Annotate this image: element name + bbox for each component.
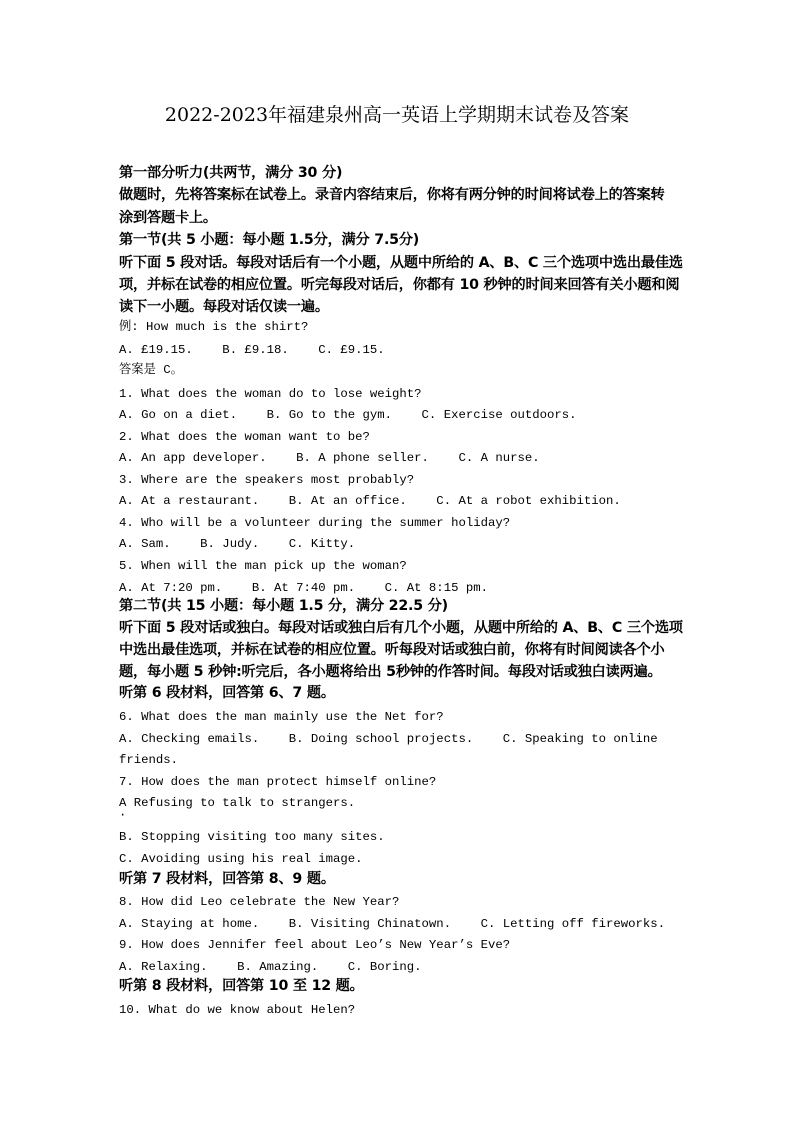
question-text-line: A. Staying at home. B. Visiting Chinatown. C. Letting off fireworks. — [119, 917, 666, 931]
question-text-line: friends. — [119, 753, 179, 767]
question-text-line: 6. What does the man mainly use the Net for? — [119, 710, 444, 724]
question-text-line: A. At a restaurant. B. At an office. C. At a robot exhibition. — [119, 494, 621, 508]
section-heading-line: 第二节(共 15 小题：每小题 1.5 分，满分 22.5 分) — [119, 598, 448, 614]
question-text-line: 例: How much is the shirt? — [119, 320, 309, 334]
question-text-line: 3. Where are the speakers most probably? — [119, 473, 415, 487]
section-heading-line: 涂到答题卡上。 — [119, 210, 217, 226]
section-heading-line: 听第 6 段材料，回答第 6、7 题。 — [119, 685, 335, 701]
section-heading-line: 听第 7 段材料，回答第 8、9 题。 — [119, 871, 335, 887]
question-text-line: B. Stopping visiting too many sites. — [119, 830, 385, 844]
question-text-line: A. At 7:20 pm. B. At 7:40 pm. C. At 8:15 pm. — [119, 581, 488, 595]
document-title: 2022-2023年福建泉州高一英语上学期期末试卷及答案 — [164, 104, 630, 126]
section-heading-line: 听下面 5 段对话或独白。每段对话或独白后有几个小题，从题中所给的 A、B、C 三个选项 — [119, 620, 683, 636]
question-text-line: 9. How does Jennifer feel about Leo’s New Year’s Eve? — [119, 938, 511, 952]
question-text-line: A. Relaxing. B. Amazing. C. Boring. — [119, 960, 422, 974]
question-text-line: A Refusing to talk to strangers. — [119, 796, 356, 810]
question-text-line: 7. How does the man protect himself online? — [119, 775, 437, 789]
section-heading-line: 中选出最佳选项，并标在试卷的相应位置。听每段对话或独白前，你将有时间阅读各个小 — [119, 642, 665, 658]
question-text-line: A. £19.15. B. £9.18. C. £9.15. — [119, 343, 385, 357]
question-text-line: · — [119, 808, 127, 822]
question-text-line: 1. What does the woman do to lose weight? — [119, 387, 422, 401]
question-text-line: 8. How did Leo celebrate the New Year? — [119, 895, 400, 909]
question-text-line: A. Checking emails. B. Doing school projects. C. Speaking to online — [119, 732, 658, 746]
section-heading-line: 读下一小题。每段对话仅读一遍。 — [119, 299, 329, 315]
question-text-line: A. An app developer. B. A phone seller. C. A nurse. — [119, 451, 540, 465]
question-text-line: C. Avoiding using his real image. — [119, 852, 363, 866]
question-text-line: A. Sam. B. Judy. C. Kitty. — [119, 537, 356, 551]
section-heading-line: 第一节(共 5 小题：每小题 1.5分，满分 7.5分) — [119, 232, 420, 248]
question-text-line: 答案是 C。 — [119, 363, 183, 377]
section-heading-line: 听第 8 段材料，回答第 10 至 12 题。 — [119, 978, 364, 994]
section-heading-line: 听下面 5 段对话。每段对话后有一个小题，从题中所给的 A、B、C 三个选项中选出最佳选 — [119, 255, 683, 271]
question-text-line: 2. What does the woman want to be? — [119, 430, 370, 444]
question-text-line: 5. When will the man pick up the woman? — [119, 559, 407, 573]
section-heading-line: 做题时，先将答案标在试卷上。录音内容结束后，你将有两分钟的时间将试卷上的答案转 — [119, 187, 665, 203]
section-heading-line: 项，并标在试卷的相应位置。听完每段对话后，你都有 10 秒钟的时间来回答有关小题和阅 — [119, 277, 680, 293]
question-text-line: 10. What do we know about Helen? — [119, 1003, 356, 1017]
section-heading-line: 第一部分听力(共两节，满分 30 分) — [119, 165, 343, 181]
question-text-line: 4. Who will be a volunteer during the summer holiday? — [119, 516, 511, 530]
section-heading-line: 题，每小题 5 秒钟:听完后，各小题将给出 5秒钟的作答时间。每段对话或独白读两遍。 — [119, 664, 662, 680]
question-text-line: A. Go on a diet. B. Go to the gym. C. Exercise outdoors. — [119, 408, 577, 422]
